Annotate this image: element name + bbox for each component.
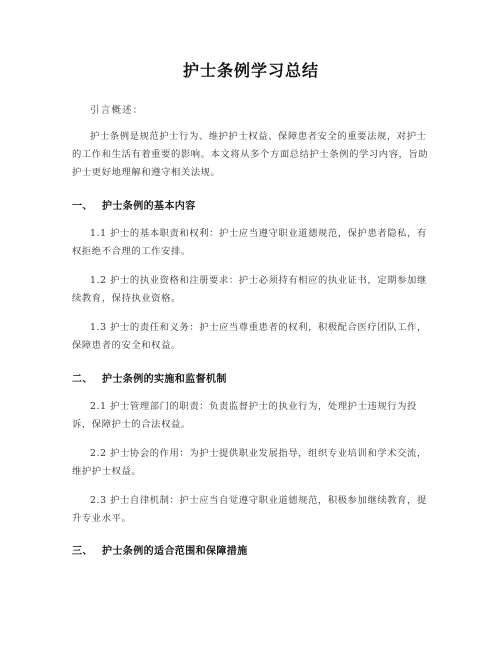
section-item-line: 诉，保障护士的合法权益。 [72, 419, 191, 430]
section-item-line: 1.1 护士的基本职责和权利：护士应当遵守职业道德规范，保护患者隐私，有 [90, 228, 427, 239]
section-item-line: 1.3 护士的责任和义务：护士应当尊重患者的权利，积极配合医疗团队工作， [90, 322, 427, 333]
section-number: 三、 [72, 546, 93, 557]
section-heading-text: 护士条例的基本内容 [102, 201, 196, 212]
section-heading-1 [72, 197, 196, 212]
section-item-line: 2.3 护士自律机制：护士应当自觉遵守职业道德规范，积极参加继续教育，提 [90, 495, 427, 506]
section-item-line: 维护护士权益。 [72, 466, 142, 477]
intro-line: 护士更好地理解和遵守相关法规。 [72, 167, 221, 178]
section-item-line: 1.2 护士的执业资格和注册要求：护士必须持有相应的执业证书，定期参加继 [90, 275, 427, 286]
section-heading-text: 护士条例的适合范围和保障措施 [102, 546, 248, 557]
intro-line: 护士条例是规范护士行为、维护护士权益、保障患者安全的重要法规，对护士 [90, 131, 427, 142]
section-item-line: 2.2 护士协会的作用：为护士提供职业发展指导，组织专业培训和学术交流， [90, 448, 427, 459]
section-item-line: 续教育，保持执业资格。 [72, 293, 181, 304]
section-heading-3 [72, 542, 248, 557]
section-item-line: 保障患者的安全和权益。 [72, 340, 181, 351]
intro-line: 的工作和生活有着重要的影响。本文将从多个方面总结护士条例的学习内容，旨助 [72, 149, 429, 160]
section-heading-2 [72, 370, 227, 385]
section-number: 一、 [72, 201, 93, 212]
section-item-line: 权拒绝不合理的工作安排。 [72, 246, 191, 257]
document-title: 护士条例学习总结 [182, 61, 319, 80]
section-heading-text: 护士条例的实施和监督机制 [102, 374, 227, 385]
section-item-line: 升专业水平。 [72, 513, 132, 524]
intro-label: 引言概述： [90, 105, 144, 116]
section-number: 二、 [72, 374, 93, 385]
section-item-line: 2.1 护士管理部门的职责：负责监督护士的执业行为，处理护士违规行为投 [90, 401, 417, 412]
